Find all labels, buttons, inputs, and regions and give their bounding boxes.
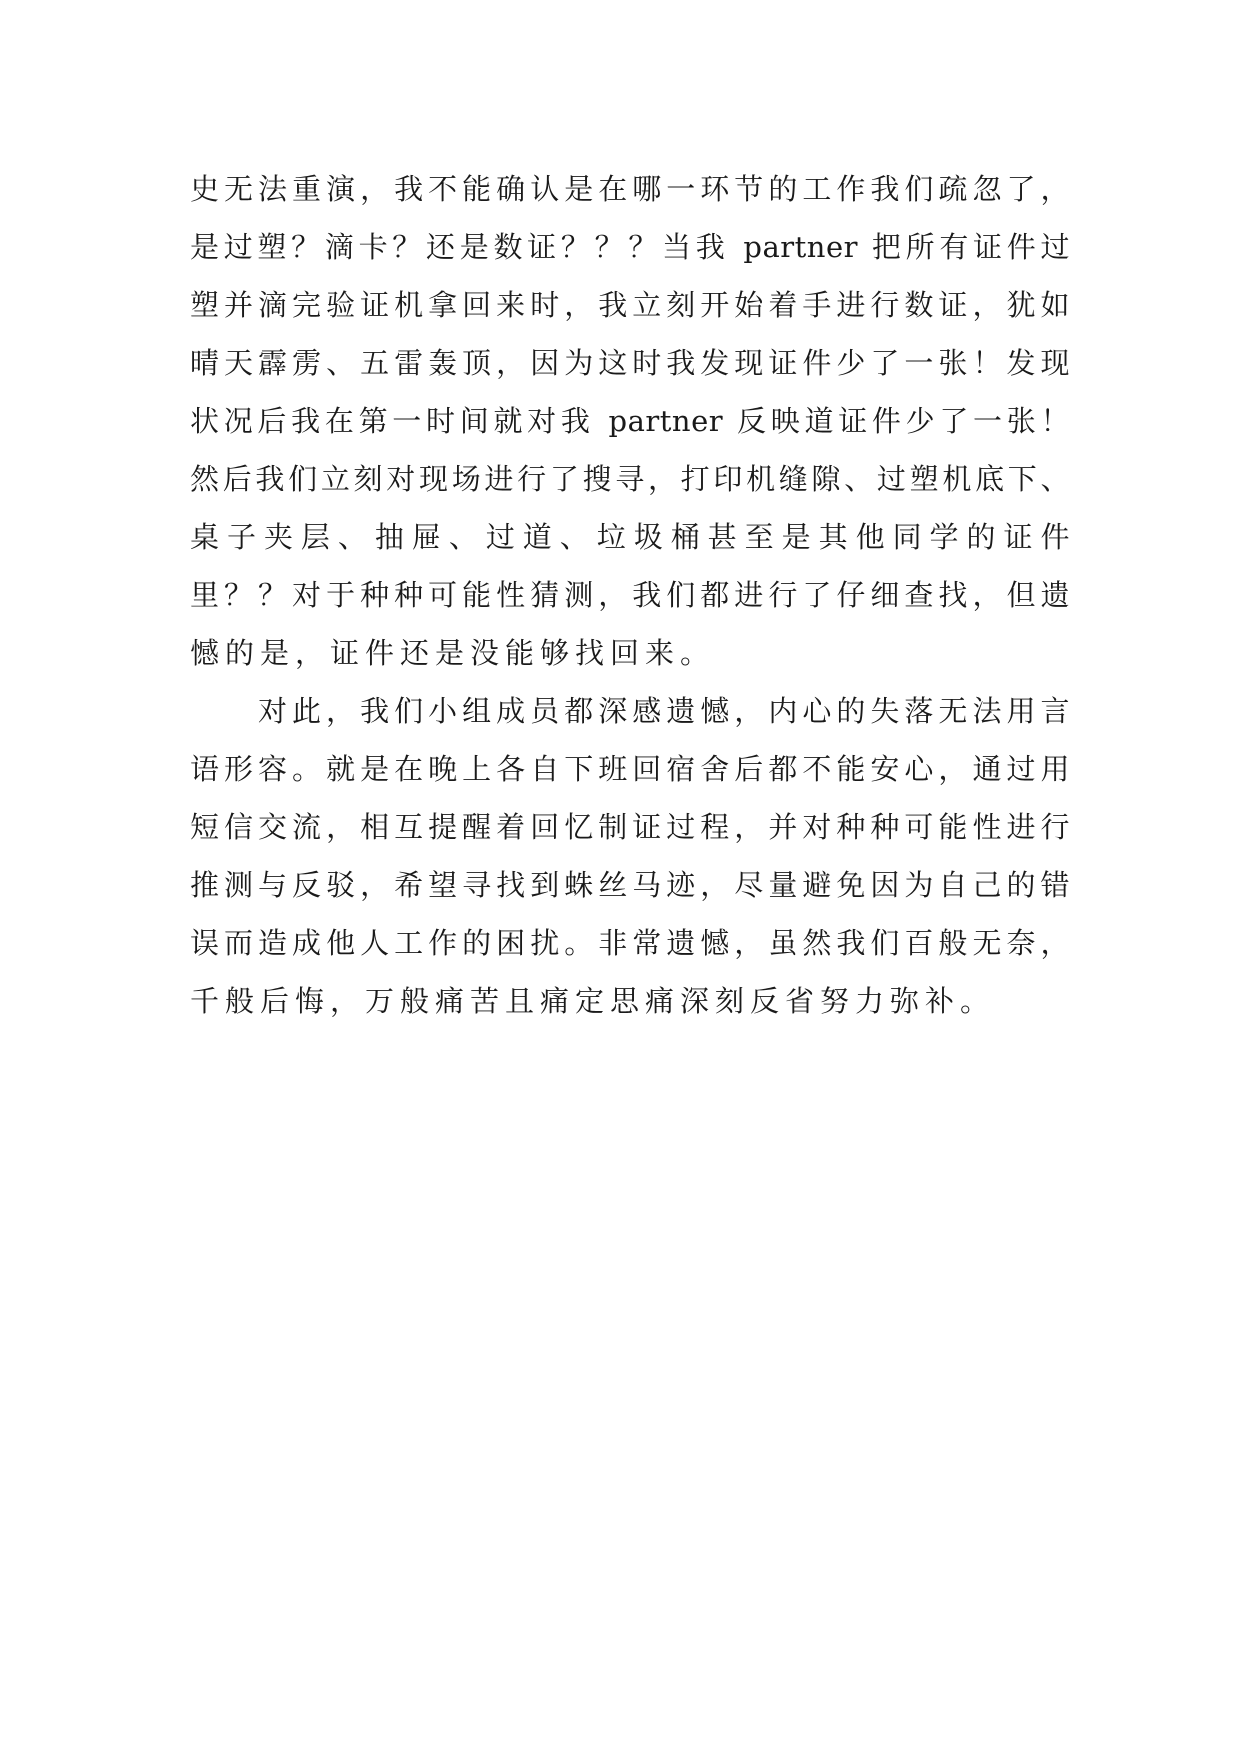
text-line: 是过塑？滴卡？还是数证？？？当我 partner 把所有证件过 [190, 230, 1070, 264]
text-line: 千般后悔，万般痛苦且痛定思痛深刻反省努力弥补。 [190, 984, 996, 1018]
text-line: 短信交流，相互提醒着回忆制证过程，并对种种可能性进行 [190, 810, 1070, 844]
text-line: 语形容。就是在晚上各自下班回宿舍后都不能安心，通过用 [190, 752, 1070, 786]
text-line: 对此，我们小组成员都深感遗憾，内心的失落无法用言 [258, 694, 1070, 728]
paragraph-2 [190, 682, 1070, 1030]
text-line: 推测与反驳，希望寻找到蛛丝马迹，尽量避免因为自己的错 [190, 868, 1070, 902]
text-line: 桌子夹层、抽屉、过道、垃圾桶甚至是其他同学的证件 [190, 520, 1070, 554]
document-body [190, 160, 1070, 1030]
text-line: 史无法重演，我不能确认是在哪一环节的工作我们疏忽了， [190, 172, 1070, 206]
text-line: 里？？对于种种可能性猜测，我们都进行了仔细查找，但遗 [190, 578, 1070, 612]
paragraph-1 [190, 160, 1070, 682]
text-line: 晴天霹雳、五雷轰顶，因为这时我发现证件少了一张！发现 [190, 346, 1070, 380]
text-line: 憾的是，证件还是没能够找回来。 [190, 636, 716, 670]
text-line: 塑并滴完验证机拿回来时，我立刻开始着手进行数证，犹如 [190, 288, 1070, 322]
text-line: 状况后我在第一时间就对我 partner 反映道证件少了一张！ [190, 404, 1070, 438]
text-line: 误而造成他人工作的困扰。非常遗憾，虽然我们百般无奈， [190, 926, 1070, 960]
text-line: 然后我们立刻对现场进行了搜寻，打印机缝隙、过塑机底下、 [190, 462, 1070, 496]
